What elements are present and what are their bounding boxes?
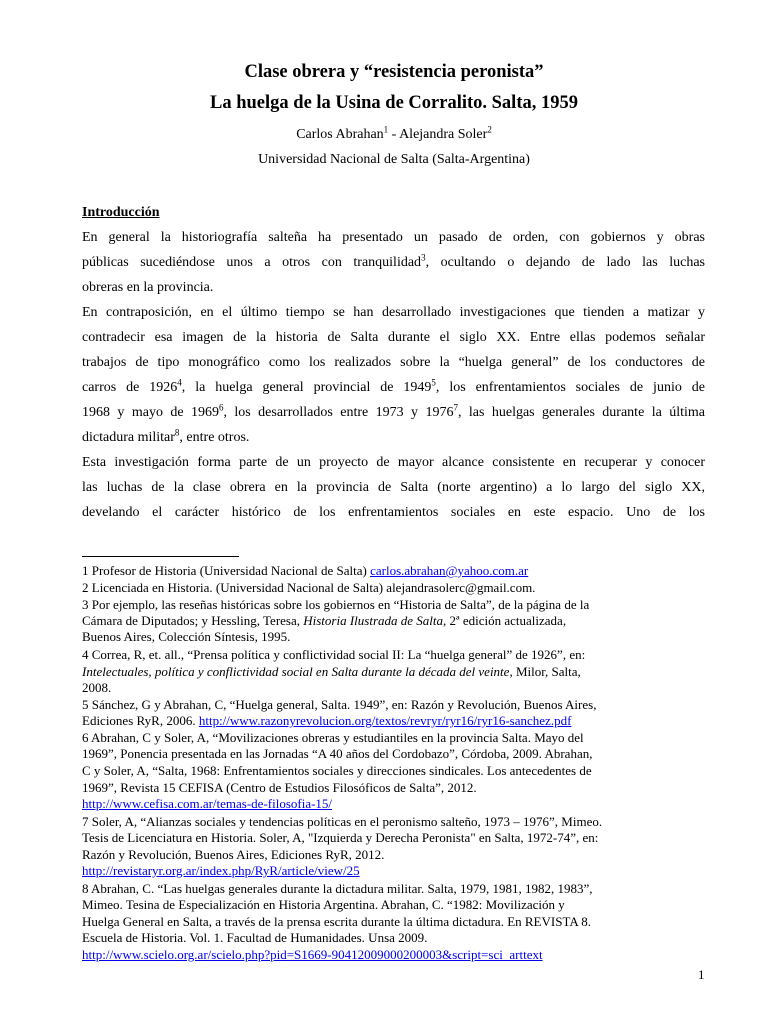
- footnote-4-line: 4 Correa, R, et. all., “Prensa política y conflictividad social II: La “huelga general” de 1926”, en:: [82, 647, 586, 662]
- footnote-4-line: 2008.: [82, 680, 112, 695]
- body-line: En contraposición, en el último tiempo se han desarrollado investigaciones que tienden a matizar y: [82, 305, 705, 320]
- footnote-5-line: [82, 713, 571, 728]
- footnote-ref: 6: [219, 402, 224, 413]
- footnote-7-link-line: [82, 863, 360, 878]
- footnote-7-line: Tesis de Licenciatura en Historia. Soler, A, "Izquierda y Derecha Peronista" en Salta, 1972-74”, en:: [82, 830, 599, 845]
- body-text: , los desarrollados entre 1973 y 1976: [223, 405, 454, 420]
- body-text: dictadura militar: [82, 430, 175, 445]
- footnote-italic: Historia Ilustrada de Salta: [303, 613, 444, 628]
- footnote-3-line: Buenos Aires, Colección Síntesis, 1995.: [82, 629, 291, 644]
- title-line-2: La huelga de la Usina de Corralito. Salta, 1959: [210, 93, 578, 113]
- footnote-ref: 5: [431, 377, 436, 388]
- page-number: 1: [698, 967, 705, 982]
- footnote-ref: 3: [421, 252, 426, 263]
- body-text: , entre otros.: [179, 430, 250, 445]
- footnote-ref: 8: [174, 427, 180, 438]
- body-text: , la huelga general provincial de 1949: [181, 380, 432, 395]
- author-2: Alejandra Soler: [399, 127, 488, 142]
- footnote-italic: Intelectuales, política y conflictividad social en Salta durante la década del veinte: [82, 664, 510, 679]
- revistaryr-link[interactable]: http://revistaryr.org.ar/index.php/RyR/article/view/25: [82, 863, 360, 878]
- body-text: públicas sucediéndose unos a otros con tranquilidad: [82, 255, 422, 270]
- footnote-ref: 4: [177, 377, 182, 388]
- body-line: [82, 377, 705, 396]
- author-2-note-ref: 2: [487, 124, 492, 135]
- body-line: develando el carácter histórico de los enfrentamientos sociales en este espacio. Uno de los: [82, 505, 705, 520]
- razonyrevolucion-link[interactable]: http://www.razonyrevolucion.org/textos/revryr/ryr16/ryr16-sanchez.pdf: [198, 713, 572, 728]
- authors-line: [0, 124, 768, 143]
- body-line: En general la historiografía salteña ha presentado un pasado de orden, con gobiernos y obras: [82, 230, 705, 245]
- body-text: carros de 1926: [82, 380, 178, 395]
- body-line: las luchas de la clase obrera en la provincia de Salta (norte argentino) a lo largo del siglo XX,: [82, 480, 705, 495]
- footnote-text: Cámara de Diputados; y Hessling, Teresa,: [82, 613, 304, 628]
- body-line: [82, 252, 705, 271]
- footnote-separator: [82, 556, 239, 557]
- footnote-2: 2 Licenciada en Historia. (Universidad Nacional de Salta) alejandrasolerc@gmail.com.: [82, 580, 536, 595]
- body-text: 1968 y mayo de 1969: [82, 405, 219, 420]
- footnote-8-line: 8 Abrahan, C. “Las huelgas generales durante la dictadura militar. Salta, 1979, 1981, 1982, 1983”,: [82, 881, 593, 896]
- footnote-3-line: [82, 613, 566, 628]
- body-line: obreras en la provincia.: [82, 280, 214, 295]
- footnote-text: , 2ª edición actualizada,: [443, 613, 567, 628]
- cefisa-link[interactable]: http://www.cefisa.com.ar/temas-de-filosofia-15/: [82, 796, 333, 811]
- footnote-7-line: Razón y Revolución, Buenos Aires, Ediciones RyR, 2012.: [82, 847, 385, 862]
- footnote-3-line: 3 Por ejemplo, las reseñas históricas sobre los gobiernos en “Historia de Salta”, de la página de la: [82, 597, 590, 612]
- footnote-text: Ediciones RyR, 2006.: [82, 713, 199, 728]
- footnote-8-line: Escuela de Historia. Vol. 1. Facultad de Humanidades. Unsa 2009.: [82, 930, 428, 945]
- body-line: contradecir esa imagen de la historia de Salta durante el siglo XX. Entre ellas podemos señalar: [82, 330, 705, 345]
- author-1: Carlos Abrahan: [296, 127, 384, 142]
- body-text: , ocultando o dejando de lado las luchas: [425, 255, 705, 270]
- body-line: [82, 427, 705, 446]
- footnote-6-line: 6 Abrahan, C y Soler, A, “Movilizaciones obreras y estudiantiles en la provincia Salta. Mayo del: [82, 730, 584, 745]
- footnote-8-line: Mimeo. Tesina de Especialización en Historia Argentina. Abrahan, C. “1982: Movilización y: [82, 897, 565, 912]
- body-text: , las huelgas generales durante la última: [457, 405, 705, 420]
- footnote-7-line: 7 Soler, A, “Alianzas sociales y tendencias políticas en el peronismo salteño, 1973 – 1976”, Mimeo.: [82, 814, 603, 829]
- footnote-6-line: 1969”, Revista 15 CEFISA (Centro de Estudios Filosóficos de Salta”, 2012.: [82, 780, 477, 795]
- body-line: trabajos de tipo monográfico como los realizados sobre la “huelga general” de los conductores de: [82, 355, 705, 370]
- footnote-text: , Milor, Salta,: [509, 664, 581, 679]
- footnote-6-line: 1969”, Ponencia presentada en las Jornadas “A 40 años del Cordobazo”, Córdoba, 2009. Abrahan,: [82, 746, 593, 761]
- footnote-8-line: Huelga General en Salta, a través de la prensa escrita durante la última dictadura. En REVISTA 8.: [82, 914, 592, 929]
- author-1-note-ref: 1: [383, 124, 389, 135]
- scielo-link[interactable]: http://www.scielo.org.ar/scielo.php?pid=S1669-90412009000200003&script=sci_arttext: [82, 947, 543, 962]
- affiliation: Universidad Nacional de Salta (Salta-Argentina): [258, 152, 530, 167]
- body-text: , los enfrentamientos sociales de junio de: [435, 380, 705, 395]
- footnote-5-line: 5 Sánchez, G y Abrahan, C, “Huelga general, Salta. 1949”, en: Razón y Revolución, Buenos Aires,: [82, 697, 597, 712]
- footnote-ref: 7: [453, 402, 458, 413]
- footnote-text: 1 Profesor de Historia (Universidad Nacional de Salta): [82, 563, 371, 578]
- body-line: [82, 402, 705, 421]
- email-link[interactable]: carlos.abrahan@yahoo.com.ar: [370, 563, 529, 578]
- body-line: Esta investigación forma parte de un proyecto de mayor alcance consistente en recuperar y conocer: [82, 455, 705, 470]
- footnote-8-link-line: [82, 947, 543, 962]
- author-separator: -: [388, 127, 400, 142]
- footnote-6-link-line: [82, 796, 332, 811]
- title-line-1: Clase obrera y “resistencia peronista”: [244, 62, 544, 82]
- section-heading: Introducción: [82, 205, 160, 220]
- footnote-1: [82, 563, 528, 578]
- footnote-4-line: [82, 664, 581, 679]
- footnote-6-line: C y Soler, A, “Salta, 1968: Enfrentamientos sociales y direcciones sindicales. Los antecedentes de: [82, 763, 592, 778]
